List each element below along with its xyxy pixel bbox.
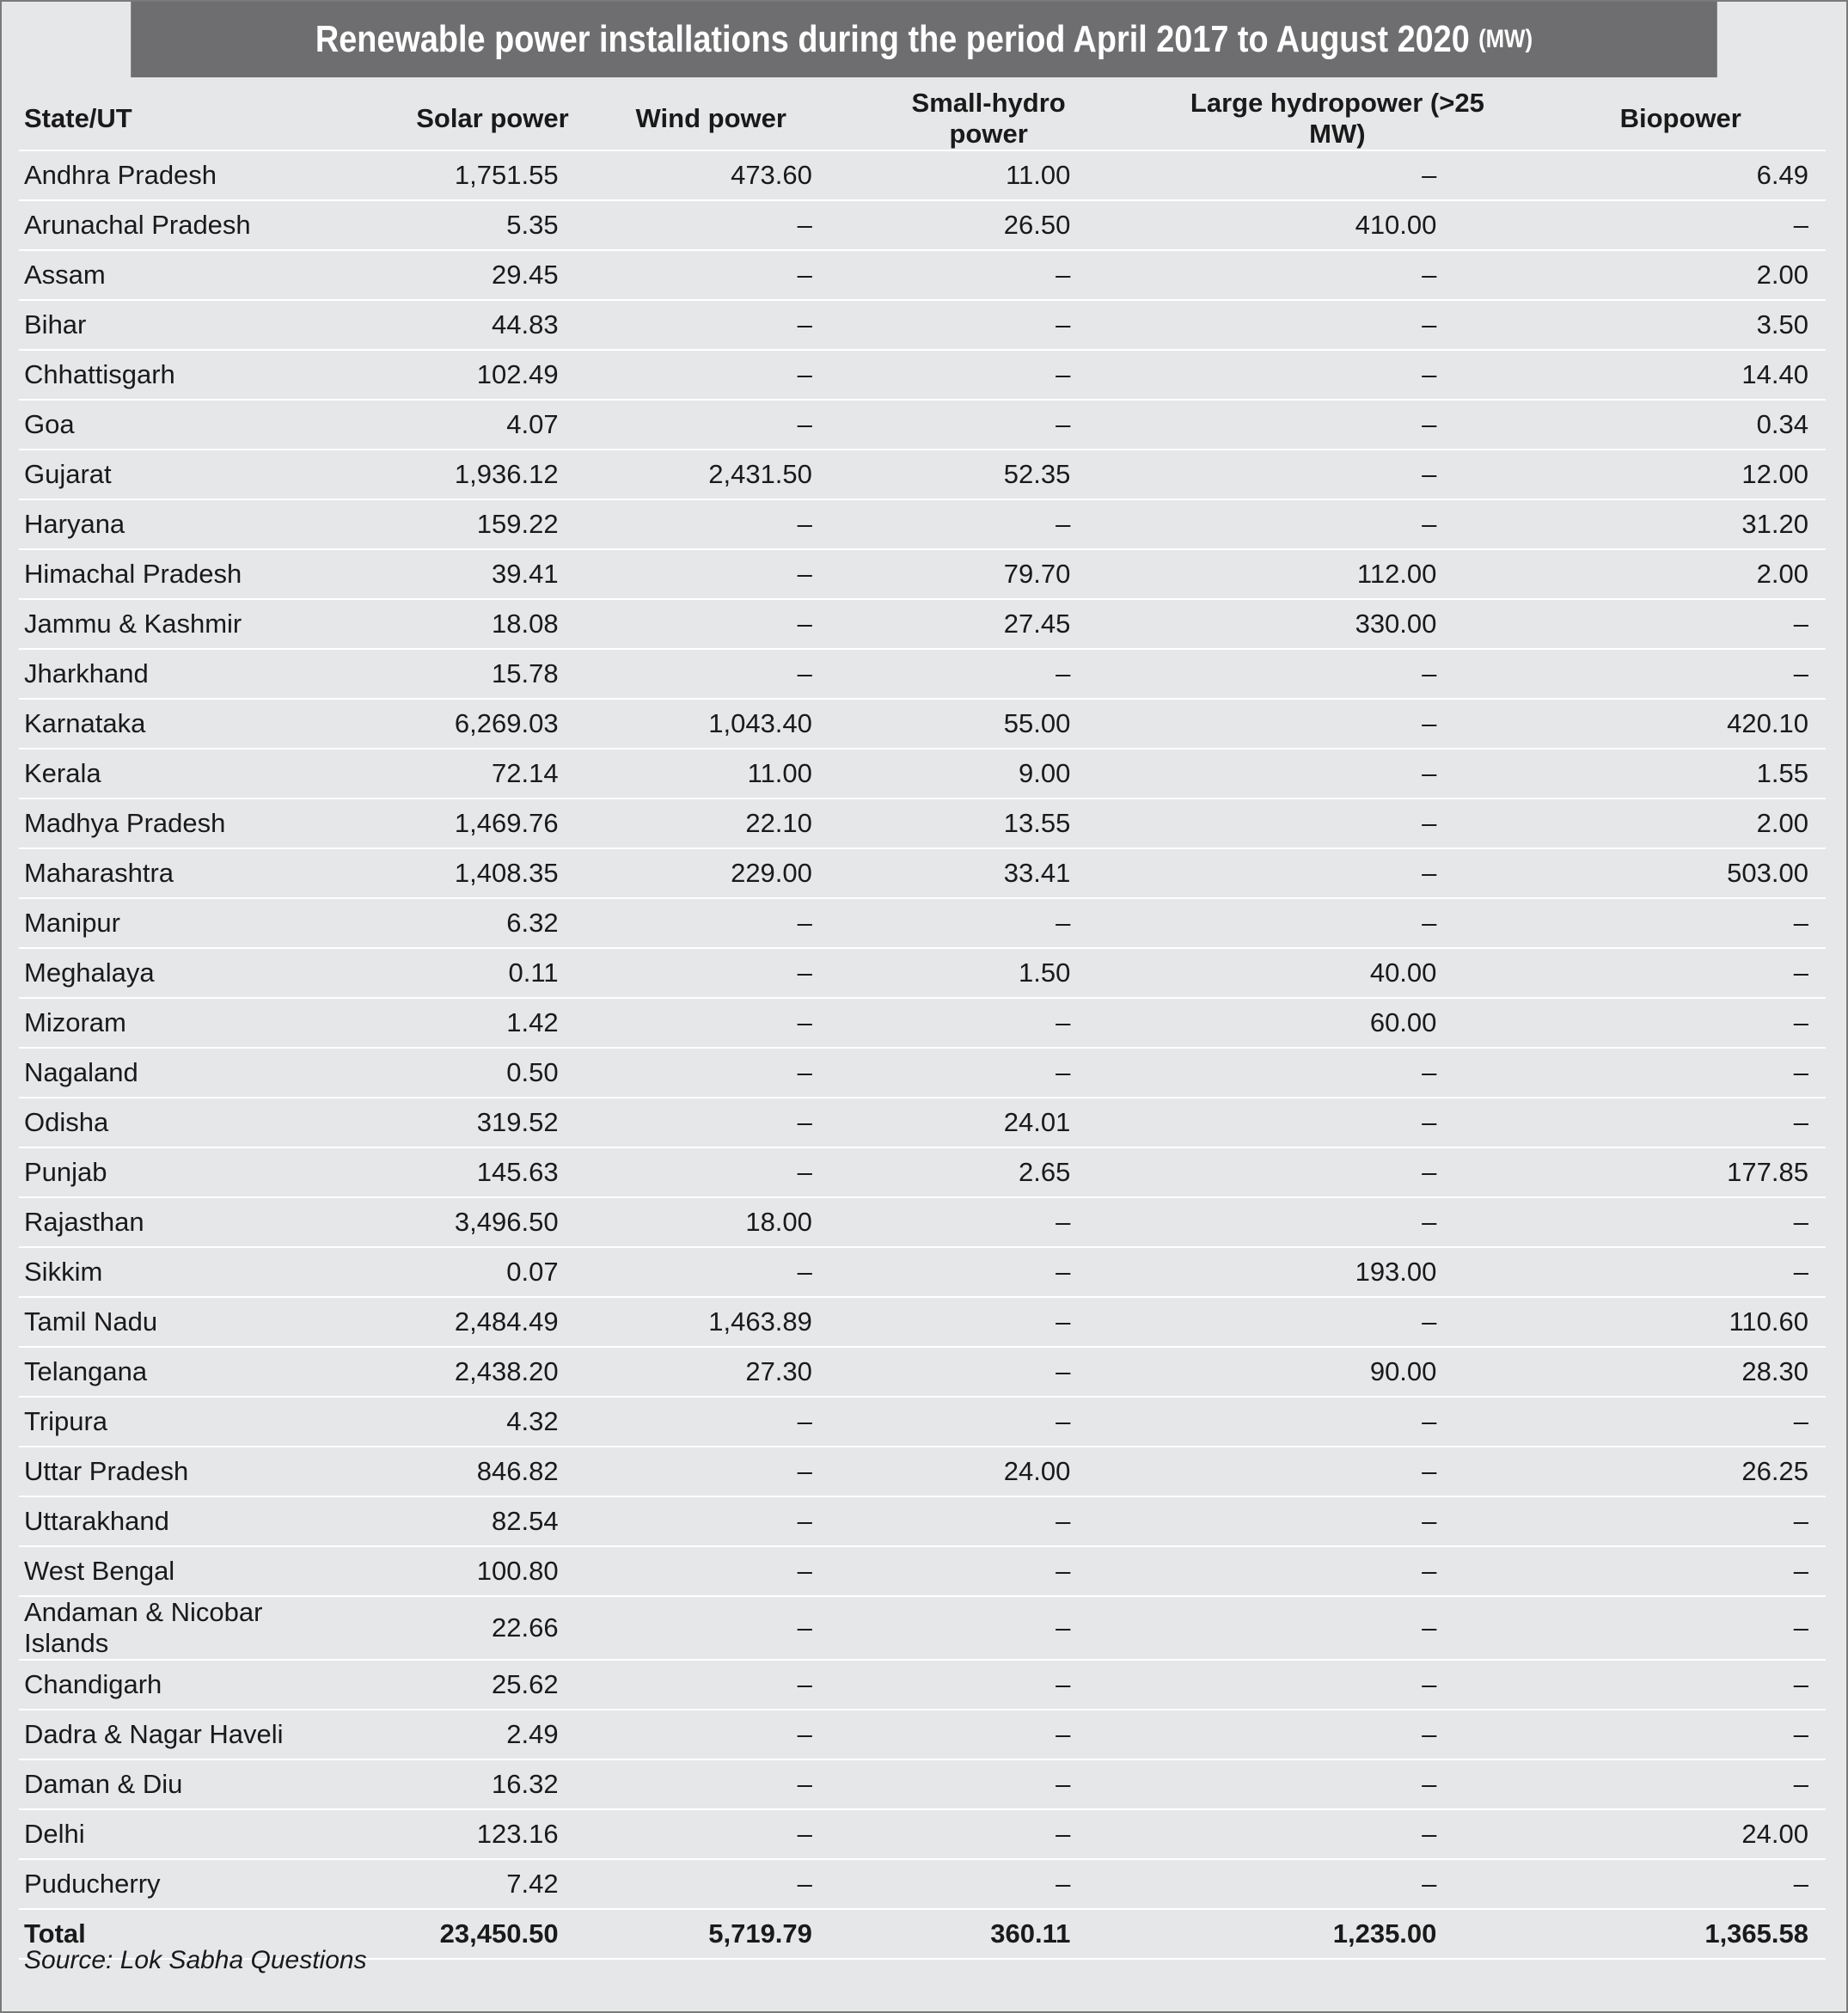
cell-solar: 0.50 [349,1048,584,1098]
cell-biopower: 1.55 [1501,749,1826,798]
cell-biopower: 3.50 [1501,300,1826,350]
header-state: State/UT [19,88,349,150]
cell-large-hydro: – [1105,1546,1501,1596]
cell-state: Nagaland [19,1048,349,1098]
cell-state: Haryana [19,499,349,549]
cell-large-hydro: 193.00 [1105,1247,1501,1297]
cell-small-hydro: – [812,1546,1105,1596]
cell-state: Rajasthan [19,1197,349,1247]
cell-large-hydro: – [1105,1048,1501,1098]
cell-wind: – [584,549,812,599]
cell-solar: 18.08 [349,599,584,649]
cell-wind: 18.00 [584,1197,812,1247]
cell-wind: – [584,998,812,1048]
cell-small-hydro: – [812,1809,1105,1859]
cell-small-hydro: 2.65 [812,1147,1105,1197]
cell-wind: – [584,1809,812,1859]
cell-small-hydro: 52.35 [812,450,1105,499]
cell-state: Goa [19,400,349,450]
cell-biopower: – [1501,1048,1826,1098]
cell-large-hydro: – [1105,1496,1501,1546]
cell-wind: – [584,350,812,400]
cell-solar: 1,408.35 [349,848,584,898]
cell-small-hydro: – [812,350,1105,400]
cell-small-hydro: – [812,649,1105,699]
table-row [19,1197,1826,1247]
cell-state: Chhattisgarh [19,350,349,400]
cell-large-hydro: – [1105,1809,1501,1859]
cell-small-hydro: 55.00 [812,699,1105,749]
table-row [19,998,1826,1048]
cell-solar: 145.63 [349,1147,584,1197]
cell-solar: 319.52 [349,1098,584,1147]
cell-large-hydro: – [1105,1098,1501,1147]
cell-solar: 4.07 [349,400,584,450]
cell-state: Jammu & Kashmir [19,599,349,649]
cell-small-hydro: – [812,1297,1105,1347]
header-wind: Wind power [584,88,812,150]
cell-large-hydro: – [1105,150,1501,200]
cell-solar: 6,269.03 [349,699,584,749]
cell-large-hydro: – [1105,649,1501,699]
cell-large-hydro: – [1105,499,1501,549]
header-large-hydro: Large hydropower (>25 MW) [1105,88,1501,150]
cell-state: Manipur [19,898,349,948]
cell-wind: – [584,1596,812,1660]
table-row [19,1809,1826,1859]
table-row [19,400,1826,450]
cell-biopower: 1,365.58 [1501,1909,1826,1959]
table-row [19,300,1826,350]
cell-state: Himachal Pradesh [19,549,349,599]
cell-biopower: – [1501,1247,1826,1297]
cell-solar: 1,469.76 [349,798,584,848]
table-row [19,649,1826,699]
cell-wind: – [584,200,812,250]
table-row [19,848,1826,898]
table-row [19,250,1826,300]
cell-state: Andaman & Nicobar Islands [19,1596,349,1660]
cell-large-hydro: – [1105,1859,1501,1909]
table-row [19,699,1826,749]
cell-state: Daman & Diu [19,1759,349,1809]
cell-wind: – [584,948,812,998]
table-title-bar [131,2,1717,77]
cell-state: Kerala [19,749,349,798]
cell-solar: 100.80 [349,1546,584,1596]
cell-biopower: 503.00 [1501,848,1826,898]
cell-small-hydro: – [812,1247,1105,1297]
cell-state: Tripura [19,1397,349,1447]
cell-large-hydro: – [1105,1397,1501,1447]
cell-small-hydro: 79.70 [812,549,1105,599]
cell-wind: – [584,1098,812,1147]
cell-state: Delhi [19,1809,349,1859]
cell-large-hydro: – [1105,450,1501,499]
cell-large-hydro: 330.00 [1105,599,1501,649]
cell-state: Meghalaya [19,948,349,998]
cell-state: Gujarat [19,450,349,499]
table-row [19,1247,1826,1297]
cell-biopower: 26.25 [1501,1447,1826,1496]
cell-large-hydro: – [1105,1596,1501,1660]
cell-biopower: – [1501,998,1826,1048]
cell-small-hydro: – [812,1347,1105,1397]
cell-biopower: 31.20 [1501,499,1826,549]
cell-biopower: – [1501,649,1826,699]
cell-small-hydro: – [812,1710,1105,1759]
cell-state: Maharashtra [19,848,349,898]
cell-biopower: 14.40 [1501,350,1826,400]
cell-large-hydro: – [1105,848,1501,898]
cell-solar: 82.54 [349,1496,584,1546]
cell-biopower: 110.60 [1501,1297,1826,1347]
cell-small-hydro: – [812,1197,1105,1247]
cell-large-hydro: – [1105,898,1501,948]
cell-small-hydro: – [812,1397,1105,1447]
cell-solar: 39.41 [349,549,584,599]
cell-solar: 1.42 [349,998,584,1048]
cell-small-hydro: – [812,1660,1105,1710]
header-solar: Solar power [349,88,584,150]
cell-biopower: 12.00 [1501,450,1826,499]
table-unit: (MW) [1478,25,1533,53]
cell-wind: – [584,400,812,450]
cell-large-hydro: – [1105,1297,1501,1347]
cell-large-hydro: – [1105,1447,1501,1496]
cell-biopower: 6.49 [1501,150,1826,200]
cell-biopower: – [1501,1759,1826,1809]
cell-state: Karnataka [19,699,349,749]
cell-large-hydro: – [1105,350,1501,400]
cell-biopower: 28.30 [1501,1347,1826,1397]
table-row [19,749,1826,798]
cell-biopower: 2.00 [1501,549,1826,599]
cell-state: Uttar Pradesh [19,1447,349,1496]
table-row [19,1759,1826,1809]
cell-small-hydro: – [812,250,1105,300]
cell-small-hydro: – [812,400,1105,450]
cell-solar: 22.66 [349,1596,584,1660]
cell-wind: – [584,649,812,699]
table-row [19,350,1826,400]
cell-biopower: – [1501,898,1826,948]
cell-biopower: – [1501,1710,1826,1759]
cell-biopower: – [1501,599,1826,649]
cell-biopower: – [1501,1397,1826,1447]
cell-small-hydro: – [812,1859,1105,1909]
cell-large-hydro: 1,235.00 [1105,1909,1501,1959]
cell-small-hydro: 13.55 [812,798,1105,848]
cell-wind: 473.60 [584,150,812,200]
cell-biopower: 177.85 [1501,1147,1826,1197]
cell-biopower: – [1501,1496,1826,1546]
cell-large-hydro: – [1105,699,1501,749]
header-biopower: Biopower [1501,88,1826,150]
cell-state: Jharkhand [19,649,349,699]
cell-large-hydro: 410.00 [1105,200,1501,250]
cell-biopower: 2.00 [1501,798,1826,848]
cell-biopower: – [1501,1197,1826,1247]
table-row [19,1496,1826,1546]
cell-large-hydro: – [1105,250,1501,300]
cell-wind: 5,719.79 [584,1909,812,1959]
cell-small-hydro: 9.00 [812,749,1105,798]
cell-wind: – [584,1147,812,1197]
table-row [19,1546,1826,1596]
cell-solar: 23,450.50 [349,1909,584,1959]
cell-wind: – [584,1496,812,1546]
cell-biopower: 2.00 [1501,250,1826,300]
cell-small-hydro: 26.50 [812,200,1105,250]
cell-wind: 22.10 [584,798,812,848]
cell-wind: – [584,599,812,649]
cell-state: Madhya Pradesh [19,798,349,848]
cell-large-hydro: – [1105,400,1501,450]
cell-small-hydro: 360.11 [812,1909,1105,1959]
cell-solar: 2,484.49 [349,1297,584,1347]
table-row [19,1048,1826,1098]
cell-small-hydro: 24.01 [812,1098,1105,1147]
cell-wind: – [584,250,812,300]
table-body [19,150,1826,1959]
cell-biopower: – [1501,1859,1826,1909]
cell-solar: 25.62 [349,1660,584,1710]
cell-state: Arunachal Pradesh [19,200,349,250]
cell-small-hydro: 27.45 [812,599,1105,649]
cell-wind: – [584,1546,812,1596]
cell-state: Punjab [19,1147,349,1197]
cell-large-hydro: 90.00 [1105,1347,1501,1397]
table-row [19,1596,1826,1660]
cell-state: Andhra Pradesh [19,150,349,200]
table-row [19,898,1826,948]
cell-large-hydro: 40.00 [1105,948,1501,998]
cell-small-hydro: 1.50 [812,948,1105,998]
cell-biopower: – [1501,1546,1826,1596]
cell-solar: 16.32 [349,1759,584,1809]
table-row [19,1147,1826,1197]
table-row [19,1098,1826,1147]
cell-state: Bihar [19,300,349,350]
cell-state: Dadra & Nagar Haveli [19,1710,349,1759]
cell-wind: – [584,1247,812,1297]
table-row [19,499,1826,549]
cell-biopower: – [1501,948,1826,998]
source-note: Source: Lok Sabha Questions [24,1946,367,1974]
cell-solar: 102.49 [349,350,584,400]
cell-biopower: 0.34 [1501,400,1826,450]
cell-biopower: – [1501,1596,1826,1660]
table-row [19,948,1826,998]
cell-large-hydro: – [1105,1759,1501,1809]
cell-state: Uttarakhand [19,1496,349,1546]
cell-biopower: – [1501,1660,1826,1710]
header-small-hydro: Small-hydro power [812,88,1105,150]
cell-wind: – [584,1447,812,1496]
cell-wind: 1,043.40 [584,699,812,749]
cell-large-hydro: – [1105,1710,1501,1759]
cell-state: West Bengal [19,1546,349,1596]
cell-large-hydro: 60.00 [1105,998,1501,1048]
cell-solar: 44.83 [349,300,584,350]
cell-small-hydro: – [812,1496,1105,1546]
table-row [19,1347,1826,1397]
cell-wind: – [584,499,812,549]
cell-large-hydro: – [1105,1197,1501,1247]
table-row [19,450,1826,499]
cell-small-hydro: – [812,1048,1105,1098]
table-row [19,798,1826,848]
cell-wind: – [584,300,812,350]
cell-wind: – [584,1710,812,1759]
cell-biopower: – [1501,1098,1826,1147]
cell-state: Tamil Nadu [19,1297,349,1347]
table-row [19,1447,1826,1496]
cell-solar: 1,751.55 [349,150,584,200]
cell-large-hydro: – [1105,798,1501,848]
table-row [19,150,1826,200]
cell-solar: 29.45 [349,250,584,300]
cell-small-hydro: 33.41 [812,848,1105,898]
cell-solar: 7.42 [349,1859,584,1909]
cell-state: Total [19,1909,349,1959]
table-row [19,1397,1826,1447]
table-title: Renewable power installations during the period April 2017 to August 2020 [315,18,1470,60]
table-row [19,549,1826,599]
table-row [19,1859,1826,1909]
cell-large-hydro: – [1105,300,1501,350]
cell-solar: 846.82 [349,1447,584,1496]
cell-small-hydro: 11.00 [812,150,1105,200]
cell-biopower: – [1501,200,1826,250]
cell-solar: 6.32 [349,898,584,948]
cell-solar: 159.22 [349,499,584,549]
cell-wind: – [584,1660,812,1710]
cell-small-hydro: – [812,1759,1105,1809]
cell-wind: – [584,1048,812,1098]
cell-state: Chandigarh [19,1660,349,1710]
cell-solar: 0.07 [349,1247,584,1297]
table-row [19,1710,1826,1759]
cell-solar: 123.16 [349,1809,584,1859]
cell-small-hydro: 24.00 [812,1447,1105,1496]
installations-table [19,88,1826,1960]
cell-large-hydro: – [1105,1660,1501,1710]
cell-state: Telangana [19,1347,349,1397]
cell-small-hydro: – [812,499,1105,549]
table-row [19,1660,1826,1710]
cell-state: Odisha [19,1098,349,1147]
cell-state: Assam [19,250,349,300]
cell-small-hydro: – [812,898,1105,948]
cell-state: Sikkim [19,1247,349,1297]
cell-solar: 2.49 [349,1710,584,1759]
cell-wind: – [584,1859,812,1909]
cell-small-hydro: – [812,300,1105,350]
cell-small-hydro: – [812,998,1105,1048]
cell-wind: 27.30 [584,1347,812,1397]
cell-solar: 72.14 [349,749,584,798]
cell-solar: 1,936.12 [349,450,584,499]
cell-wind: 229.00 [584,848,812,898]
cell-solar: 2,438.20 [349,1347,584,1397]
cell-wind: – [584,898,812,948]
cell-solar: 5.35 [349,200,584,250]
cell-solar: 4.32 [349,1397,584,1447]
cell-wind: 2,431.50 [584,450,812,499]
cell-state: Mizoram [19,998,349,1048]
cell-small-hydro: – [812,1596,1105,1660]
cell-solar: 15.78 [349,649,584,699]
header-row [19,88,1826,150]
cell-wind: 1,463.89 [584,1297,812,1347]
cell-wind: 11.00 [584,749,812,798]
cell-large-hydro: – [1105,1147,1501,1197]
cell-wind: – [584,1759,812,1809]
cell-biopower: 24.00 [1501,1809,1826,1859]
table-row [19,1297,1826,1347]
cell-large-hydro: 112.00 [1105,549,1501,599]
cell-biopower: 420.10 [1501,699,1826,749]
cell-wind: – [584,1397,812,1447]
cell-state: Puducherry [19,1859,349,1909]
cell-solar: 3,496.50 [349,1197,584,1247]
table-row [19,599,1826,649]
table-row [19,200,1826,250]
cell-large-hydro: – [1105,749,1501,798]
cell-solar: 0.11 [349,948,584,998]
